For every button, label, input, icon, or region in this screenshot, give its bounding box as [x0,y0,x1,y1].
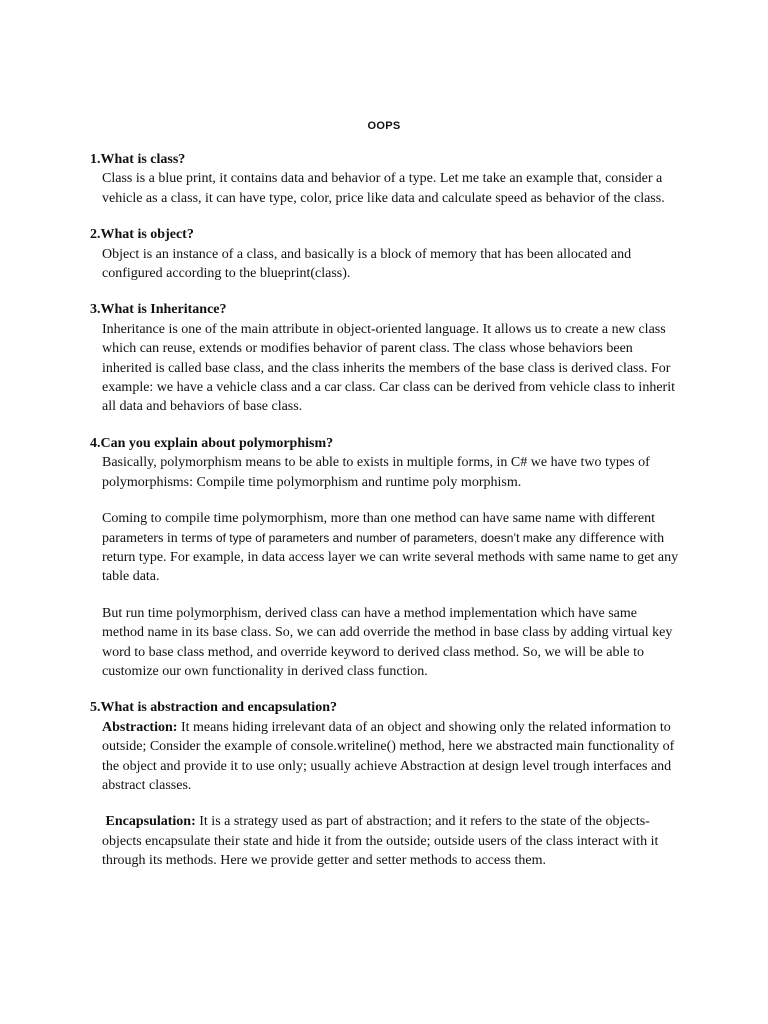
paragraph-text: Coming to compile time polymorphism, more than one method can have same name with different parameters in terms [102,511,655,546]
answer-paragraph: Basically, polymorphism means to be able to exists in multiple forms, in C# we have two types of polymorphisms: Compile time polymorphism and runtime poly morphism. [102,455,650,490]
question-heading: 4.Can you explain about polymorphism? [90,435,334,451]
question-heading: 2.What is object? [90,227,194,243]
section-object [90,225,690,283]
document-body [90,150,690,888]
paragraph-text-sans: of type of parameters and number of parameters, doesn’t make [215,530,553,545]
answer-paragraph [102,718,680,796]
question-heading: 1.What is class? [90,152,186,167]
paragraph-text: any difference with return type. For example, in data access layer we can write several methods with same name to get any table data. [102,530,679,585]
answer-paragraph [102,812,680,870]
answer-paragraph [102,509,680,587]
answer-paragraph: Object is an instance of a class, and basically is a block of memory that has been allocated and configured according to the blueprint(class). [102,246,632,282]
answer-paragraph: But run time polymorphism, derived class can have a method implementation which have same method name in its base class. So, we can add override the method in base class by adding virtual key word to base class method, and override keyword to derived class method. So, we will be able to customize our own functionality in derived class function. [102,605,673,679]
term-label: Abstraction: [102,719,178,735]
question-heading: 3.What is Inheritance? [90,302,227,318]
question-heading: 5.What is abstraction and encapsulation? [90,700,337,716]
document-title: OOPS [367,120,401,132]
section-inheritance [90,300,690,416]
section-class [90,150,690,208]
answer-paragraph: Inheritance is one of the main attribute in object-oriented language. It allows us to create a new class which can reuse, extends or modifies behavior of parent class. The class whose behaviors been inherited is called base class, and the class inherits the members of the base class is derived class. For example: we have a vehicle class and a car class. Car class can be derived from vehicle class to inherit all data and behaviors of base class. [102,321,675,415]
section-polymorphism [90,434,690,681]
term-label: Encapsulation: [105,814,196,830]
section-abstraction-encapsulation [90,698,690,870]
paragraph-text: It is a strategy used as part of abstraction; and it refers to the state of the objects- objects encapsulate their state and hide it from the outside; outside users of the class interact with it through its methods. Here we provide getter and setter methods to access them. [102,814,659,869]
paragraph-text: It means hiding irrelevant data of an object and showing only the related information to outside; Consider the example of console.writeline() method, here we abstracted main functionality of the object and provide it to use only; usually achieve Abstraction at design level trough interfaces and abstract classes. [102,719,675,793]
answer-paragraph: Class is a blue print, it contains data and behavior of a type. Let me take an example that, consider a vehicle as a class, it can have type, color, price like data and calculate speed as behavior of the class. [102,171,665,206]
